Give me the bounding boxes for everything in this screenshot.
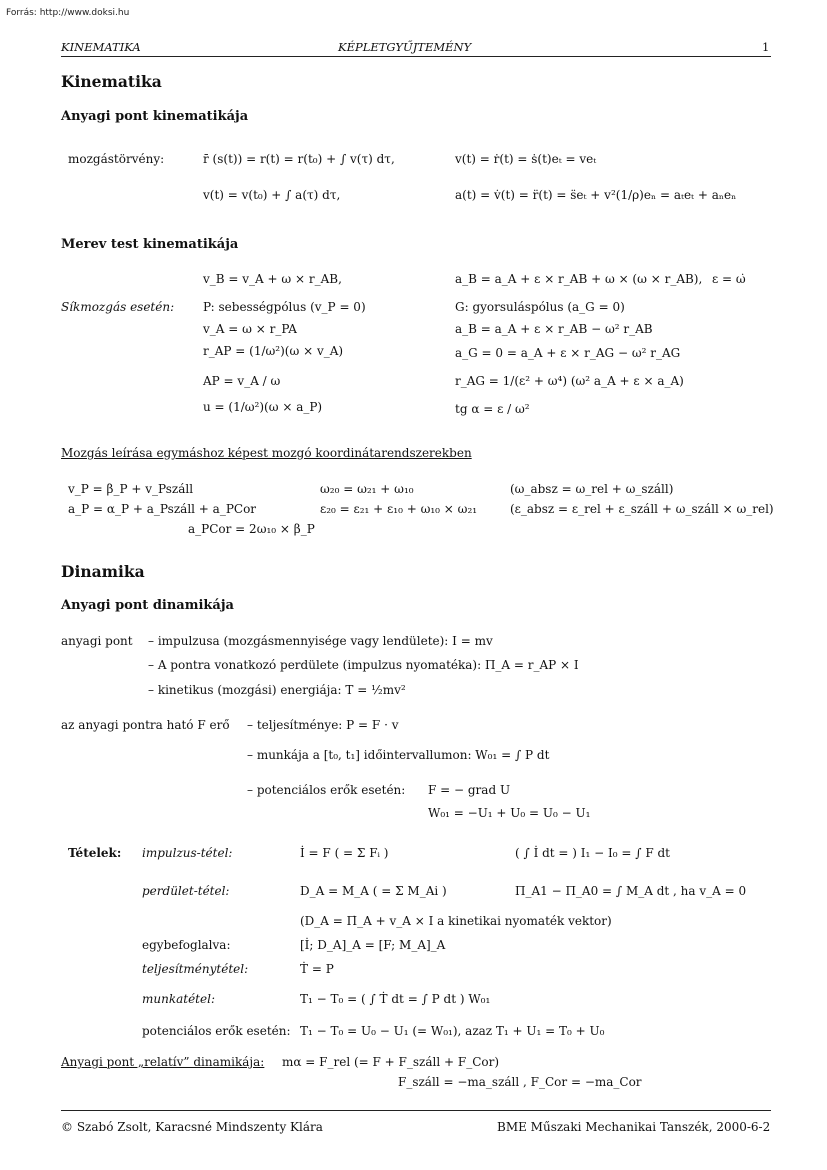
tetel-name-3: egybefoglalva:	[142, 938, 231, 952]
eq-rigid-velocity: v_B = v_A + ω × r_AB,	[203, 272, 342, 286]
plane-left-2: r_AP = (1/ω²)(ω × v_A)	[203, 344, 344, 358]
plane-right-3: r_AG = 1/(ε² + ω⁴) (ω² a_A + ε × a_A)	[455, 374, 684, 388]
section-title-dinamika: Dinamika	[61, 562, 145, 581]
tetel-name-6: potenciálos erők esetén:	[142, 1024, 291, 1038]
ero-label: az anyagi pontra ható F erő	[61, 718, 230, 732]
eq-rigid-acceleration: a_B = a_A + ε × r_AB + ω × (ω × r_AB),	[455, 272, 703, 286]
eq-velocity-integral: v(t) = v(t₀) + ∫ a(τ) dτ,	[203, 188, 341, 202]
relative-dynamics-eq: mα = F_rel (= F + F_száll + F_Cor)	[282, 1055, 500, 1069]
mozgastorveny-label: mozgástörvény:	[68, 152, 165, 166]
ap-item-2: – kinetikus (mozgási) energiája: T = ½mv²	[148, 683, 406, 697]
eq-acceleration: a(t) = v̇(t) = r̈(t) = s̈eₜ + v²(1/ρ)eₙ = aₜeₜ + aₙeₙ	[455, 188, 737, 202]
rel-1-2: (ε_absz = ε_rel + ε_száll + ω_száll × ω_rel)	[510, 502, 774, 516]
ero-item-2: – potenciálos erők esetén:	[247, 783, 406, 797]
rel-0-0: v_P = β_P + v_Pszáll	[68, 482, 194, 496]
plane-left-4: u = (1/ω²)(ω × a_P)	[203, 400, 323, 414]
section-title-kinematika: Kinematika	[61, 72, 162, 91]
header-left: KINEMATIKA	[61, 40, 141, 54]
rel-1-0: a_P = α_P + a_Pszáll + a_PCor	[68, 502, 257, 516]
subsection-merev-test: Merev test kinematikája	[61, 237, 239, 252]
footer-rule	[61, 1110, 771, 1111]
source-note: Forrás: http://www.doksi.hu	[6, 8, 130, 18]
plane-left-3: AP = v_A / ω	[203, 374, 281, 388]
relative-dynamics-eq2: F_száll = −ma_száll , F_Cor = −ma_Cor	[398, 1075, 642, 1089]
plane-right-0: G: gyorsuláspólus (a_G = 0)	[455, 300, 625, 314]
rel-coriolis: a_PCor = 2ω₁₀ × β_P	[188, 522, 315, 536]
ero-item-0: – teljesítménye: P = F · v	[247, 718, 399, 732]
subsection-anyagi-dinamika: Anyagi pont dinamikája	[61, 598, 234, 613]
tetel-right-0: ( ∫ İ dt = ) I₁ − I₀ = ∫ F dt	[515, 846, 670, 860]
anyagi-pont-label: anyagi pont	[61, 634, 133, 648]
pot-eq-2: W₀₁ = −U₁ + U₀ = U₀ − U₁	[428, 806, 591, 820]
header-center: KÉPLETGYŰJTEMÉNY	[338, 40, 472, 54]
footer-right: BME Műszaki Mechanikai Tanszék, 2000-6-2	[497, 1120, 771, 1134]
plane-right-4: tg α = ε / ω²	[455, 402, 530, 416]
rel-1-1: ε₂₀ = ε₂₁ + ε₁₀ + ω₁₀ × ω₂₁	[320, 502, 478, 516]
plane-right-2: a_G = 0 = a_A + ε × r_AG − ω² r_AG	[455, 346, 681, 360]
tetel-name-4: teljesítménytétel:	[142, 962, 249, 976]
tetel-name-5: munkatétel:	[142, 992, 215, 1006]
header-rule	[61, 56, 771, 57]
tetel-eq-6: T₁ − T₀ = U₀ − U₁ (= W₀₁), azaz T₁ + U₁ = T₀ + U₀	[300, 1024, 605, 1038]
footer-left: © Szabó Zsolt, Karacsné Mindszenty Klára	[61, 1120, 323, 1134]
tetel-eq-5: T₁ − T₀ = ( ∫ Ṫ dt = ∫ P dt ) W₀₁	[300, 992, 491, 1006]
tetel-eq-4: Ṫ = P	[300, 962, 334, 976]
tetel-eq-1: D_A = M_A ( = Σ M_Ai )	[300, 884, 447, 898]
page-number: 1	[762, 40, 770, 54]
plane-left-0: P: sebességpólus (v_P = 0)	[203, 300, 366, 314]
ap-item-0: – impulzusa (mozgásmennyisége vagy lendülete): I = mv	[148, 634, 493, 648]
tetelek-label: Tételek:	[68, 846, 122, 860]
tetel-eq-0: İ = F ( = Σ Fᵢ )	[300, 846, 389, 860]
plane-right-1: a_B = a_A + ε × r_AB − ω² r_AB	[455, 322, 653, 336]
ero-item-1: – munkája a [t₀, t₁] időintervallumon: W₀₁ = ∫ P dt	[247, 748, 550, 762]
tetel-eq-3: [İ; D_A]_A = [F; M_A]_A	[300, 938, 446, 952]
tetel-name-0: impulzus-tétel:	[142, 846, 233, 860]
eq-epsilon: ε = ω̇	[712, 272, 746, 286]
pot-eq-1: F = − grad U	[428, 783, 511, 797]
sikmozgas-label: Síkmozgás esetén:	[61, 300, 175, 314]
ap-item-1: – A pontra vonatkozó perdülete (impulzus nyomatéka): Π_A = r_AP × I	[148, 658, 579, 672]
subsection-relative-motion: Mozgás leírása egymáshoz képest mozgó koordinátarendszerekben	[61, 446, 472, 460]
eq-velocity: v(t) = ṙ(t) = ṡ(t)eₜ = veₜ	[455, 152, 597, 166]
plane-left-1: v_A = ω × r_PA	[203, 322, 297, 336]
tetel-name-1: perdület-tétel:	[142, 884, 230, 898]
rel-0-1: ω₂₀ = ω₂₁ + ω₁₀	[320, 482, 414, 496]
rel-0-2: (ω_absz = ω_rel + ω_száll)	[510, 482, 674, 496]
relative-dynamics-label: Anyagi pont „relatív” dinamikája:	[61, 1055, 265, 1069]
tetel-eq-2: (D_A = Π̇_A + v_A × I a kinetikai nyomaték vektor)	[300, 914, 612, 928]
tetel-right-1: Π_A1 − Π_A0 = ∫ M_A dt , ha v_A = 0	[515, 884, 747, 898]
subsection-anyagi-pont: Anyagi pont kinematikája	[61, 109, 249, 124]
eq-position: r̄ (s(t)) = r(t) = r(t₀) + ∫ v(τ) dτ,	[203, 152, 395, 166]
